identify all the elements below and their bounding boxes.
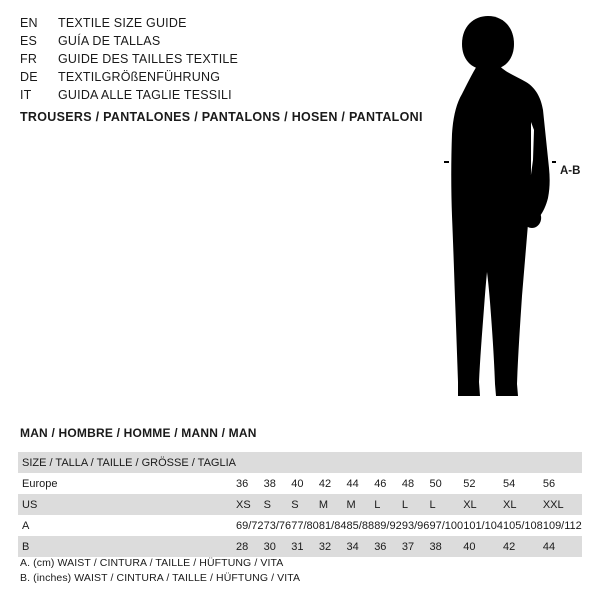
language-row-fr	[20, 50, 360, 68]
language-code: IT	[20, 88, 32, 102]
cell: 85/88	[346, 519, 375, 532]
cell	[463, 452, 503, 473]
size-table	[18, 452, 582, 557]
cell: 46	[374, 477, 387, 490]
cell: XXL	[543, 494, 582, 515]
cell: 34	[347, 536, 375, 557]
cell: XL	[463, 494, 503, 515]
measure-label-ab: A-B	[560, 165, 581, 177]
cell: 73/76	[263, 519, 292, 532]
cell: 36	[374, 536, 402, 557]
cell: 28	[236, 536, 264, 557]
cell: 32	[319, 536, 347, 557]
cell: 38	[263, 477, 276, 490]
cell	[264, 452, 292, 473]
row-label: US	[18, 494, 236, 515]
section-title: TROUSERS / PANTALONES / PANTALONS / HOSEN / PANTALONI	[20, 110, 423, 124]
table-row	[18, 515, 582, 536]
table-row	[18, 494, 582, 515]
cell: 109/112	[542, 519, 582, 532]
table-row	[18, 536, 582, 557]
cell: 37	[402, 536, 430, 557]
cell: 44	[543, 536, 582, 557]
cell	[347, 452, 375, 473]
row-label: Europe	[22, 477, 58, 490]
cell: S	[264, 494, 292, 515]
cell: 44	[346, 477, 359, 490]
cell: S	[291, 494, 319, 515]
table-caption: MAN / HOMBRE / HOMME / MANN / MAN	[20, 426, 257, 440]
language-text: GUIDE DES TAILLES TEXTILE	[58, 52, 239, 66]
language-row-es	[20, 32, 360, 50]
language-text: TEXTILGRÖßENFÜHRUNG	[58, 70, 221, 84]
row-label: A	[22, 519, 30, 532]
cell: 105/108	[503, 519, 543, 532]
cell	[429, 452, 463, 473]
footnote-b: B. (inches) WAIST / CINTURA / TAILLE / HÜFTUNG / VITA	[20, 572, 301, 584]
language-text: TEXTILE SIZE GUIDE	[58, 16, 187, 30]
cell: 40	[463, 536, 503, 557]
cell: 30	[264, 536, 292, 557]
cell: 42	[318, 477, 332, 490]
cell: 77/80	[291, 519, 319, 532]
cell: 48	[401, 477, 415, 490]
cell: 40	[291, 477, 304, 490]
figure-container	[400, 10, 600, 410]
cell: 101/104	[463, 519, 503, 532]
cell: 89/92	[374, 519, 402, 532]
footnotes	[20, 556, 300, 586]
row-label: SIZE / TALLA / TAILLE / GRÖSSE / TAGLIA	[18, 452, 236, 473]
cell	[291, 452, 319, 473]
cell	[374, 452, 402, 473]
language-code: FR	[20, 52, 38, 66]
language-list	[20, 14, 360, 104]
cell: 36	[235, 477, 249, 490]
cell	[402, 452, 430, 473]
cell: XS	[236, 494, 264, 515]
cell: 93/96	[401, 519, 430, 532]
cell	[503, 452, 543, 473]
cell: 38	[429, 536, 463, 557]
language-row-it	[20, 86, 360, 104]
cell: M	[319, 494, 347, 515]
cell: 69/72	[235, 519, 264, 532]
language-code: ES	[20, 34, 38, 48]
table-row	[18, 473, 582, 494]
cell: L	[429, 494, 463, 515]
cell: 50	[429, 477, 442, 490]
cell	[319, 452, 347, 473]
language-row-de	[20, 68, 360, 86]
cell	[236, 452, 264, 473]
footnote-a: A. (cm) WAIST / CINTURA / TAILLE / HÜFTUNG / VITA	[20, 557, 284, 569]
man-silhouette-icon	[400, 10, 600, 410]
cell: 81/84	[318, 519, 347, 532]
language-text: GUÍA DE TALLAS	[58, 34, 161, 48]
cell: 54	[503, 477, 516, 490]
language-text: GUIDA ALLE TAGLIE TESSILI	[58, 88, 232, 102]
language-code: EN	[20, 16, 38, 30]
language-row-en	[20, 14, 360, 32]
cell: 56	[542, 477, 556, 490]
cell: XL	[503, 494, 543, 515]
cell: 31	[291, 536, 319, 557]
cell: 97/100	[429, 519, 464, 532]
table-row	[18, 452, 582, 473]
cell: 42	[503, 536, 543, 557]
cell: L	[402, 494, 430, 515]
cell: L	[374, 494, 402, 515]
language-code: DE	[20, 70, 38, 84]
row-label: B	[18, 536, 236, 557]
cell: M	[347, 494, 375, 515]
cell	[543, 452, 582, 473]
cell: 52	[463, 477, 476, 490]
